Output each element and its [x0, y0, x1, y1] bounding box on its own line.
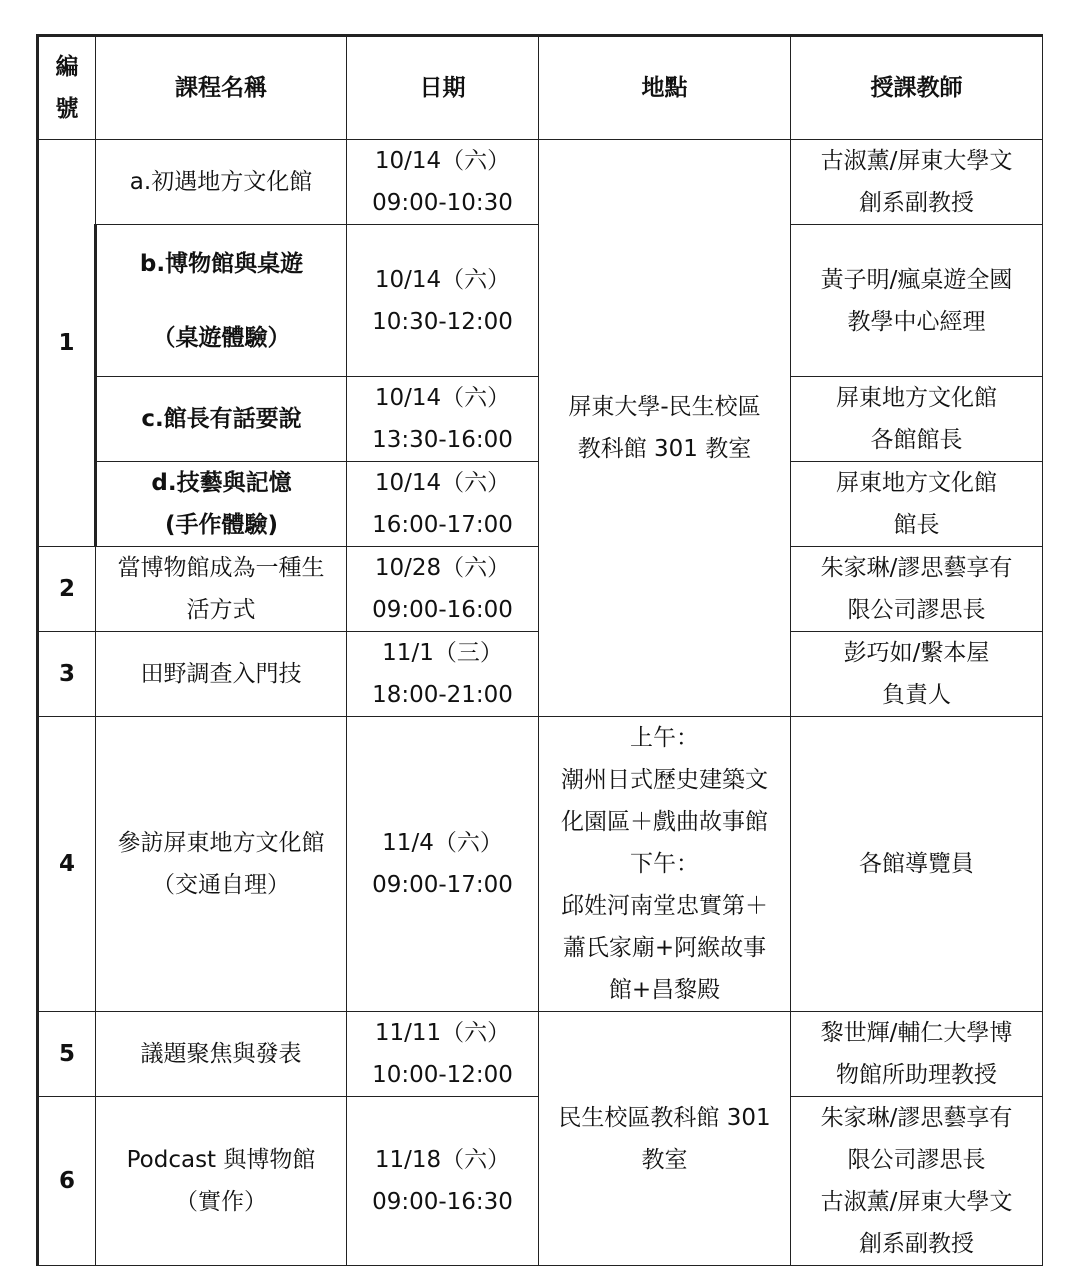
date-cell — [347, 632, 539, 717]
teacher-line: 負責人 — [882, 682, 951, 708]
header-teacher: 授課教師 — [791, 36, 1043, 140]
course-name-cell — [96, 225, 347, 377]
date-line: 10/14（六） — [374, 266, 511, 293]
date-cell — [347, 140, 539, 225]
date-cell — [347, 377, 539, 462]
teacher-line: 古淑薰/屏東大學文 — [820, 1189, 1013, 1215]
teacher-cell — [791, 140, 1043, 225]
teacher-cell — [791, 717, 1043, 1012]
teacher-line: 館長 — [893, 512, 940, 538]
teacher-line: 黃子明/瘋桌遊全國 — [820, 266, 1013, 293]
course-name-cell — [96, 140, 347, 225]
row-number: 3 — [38, 632, 96, 717]
date-cell — [347, 717, 539, 1012]
table-row — [38, 140, 1043, 225]
course-name-line: (手作體驗) — [164, 512, 279, 538]
location-cell-merged-b — [539, 1012, 791, 1266]
teacher-line: 彭巧如/繫本屋 — [843, 640, 990, 666]
row-number: 5 — [38, 1012, 96, 1097]
location-line: 屏東大學-民生校區 — [568, 394, 761, 420]
date-line: 11/11（六） — [374, 1020, 511, 1046]
location-line: 潮州日式歷史建築文 — [561, 767, 768, 793]
location-cell-merged-a — [539, 140, 791, 717]
date-cell — [347, 547, 539, 632]
teacher-cell — [791, 462, 1043, 547]
teacher-line: 朱家琳/謬思藝享有 — [820, 555, 1013, 581]
course-name-cell — [96, 462, 347, 547]
header-number-char-1: 編 — [55, 54, 79, 80]
course-name-cell — [96, 717, 347, 1012]
date-line: 10/28（六） — [374, 555, 511, 581]
teacher-line: 朱家琳/謬思藝享有 — [820, 1105, 1013, 1131]
course-name-line: 田野調查入門技 — [140, 661, 302, 687]
teacher-cell — [791, 1097, 1043, 1266]
header-date: 日期 — [347, 36, 539, 140]
course-name-line: 當博物館成為一種生 — [117, 555, 325, 581]
row-number: 4 — [38, 717, 96, 1012]
teacher-cell — [791, 1012, 1043, 1097]
row-number: 6 — [38, 1097, 96, 1266]
teacher-cell — [791, 377, 1043, 462]
location-line: 上午： — [630, 725, 699, 751]
line-gap — [103, 285, 340, 317]
course-name-cell — [96, 1097, 347, 1266]
teacher-line: 教學中心經理 — [847, 308, 986, 335]
course-name-cell — [96, 547, 347, 632]
course-name-cell — [96, 377, 347, 462]
date-line: 10/14（六） — [374, 148, 511, 174]
course-name-line: 活方式 — [186, 597, 256, 623]
course-name-line: b.博物館與桌遊 — [139, 250, 304, 277]
teacher-cell — [791, 225, 1043, 377]
header-course-name: 課程名稱 — [96, 36, 347, 140]
teacher-cell — [791, 547, 1043, 632]
course-name-line: （實作） — [175, 1189, 267, 1215]
course-name-line: Podcast 與博物館 — [126, 1147, 316, 1173]
row-number: 1 — [38, 140, 96, 547]
date-line: 10/14（六） — [374, 470, 511, 496]
table-row — [38, 717, 1043, 1012]
teacher-line: 創系副教授 — [859, 190, 974, 216]
date-cell — [347, 225, 539, 377]
row-number: 2 — [38, 547, 96, 632]
table-row — [38, 1012, 1043, 1097]
date-line: 11/4（六） — [382, 830, 503, 856]
location-line: 教科館 301 教室 — [577, 436, 752, 462]
date-line: 11/18（六） — [374, 1147, 511, 1173]
teacher-line: 各館導覽員 — [859, 851, 974, 877]
date-line: 11/1（三） — [382, 640, 503, 666]
teacher-line: 限公司謬思長 — [847, 597, 986, 623]
location-cell — [539, 717, 791, 1012]
time-line: 16:00-17:00 — [372, 512, 513, 538]
teacher-line: 古淑薰/屏東大學文 — [820, 148, 1013, 174]
time-line: 18:00-21:00 — [372, 682, 513, 708]
teacher-line: 限公司謬思長 — [847, 1147, 986, 1173]
course-schedule-table — [36, 34, 1043, 1266]
location-line: 下午： — [630, 851, 699, 877]
teacher-line: 屏東地方文化館 — [836, 470, 997, 496]
date-cell — [347, 1097, 539, 1266]
teacher-line: 黎世輝/輔仁大學博 — [820, 1020, 1013, 1046]
header-number — [38, 36, 96, 140]
location-line: 民生校區教科館 301 — [558, 1104, 771, 1131]
course-name-line: a.初遇地方文化館 — [129, 169, 313, 195]
course-name-line: 議題聚焦與發表 — [140, 1041, 302, 1067]
course-name-cell — [96, 632, 347, 717]
location-line: 館+昌黎殿 — [608, 977, 721, 1003]
date-line: 10/14（六） — [374, 385, 511, 411]
course-name-cell — [96, 1012, 347, 1097]
time-line: 10:00-12:00 — [372, 1062, 513, 1088]
location-line: 化園區＋戲曲故事館 — [561, 809, 768, 835]
date-cell — [347, 462, 539, 547]
header-number-char-2: 號 — [55, 96, 79, 122]
course-name-line: d.技藝與記憶 — [151, 470, 292, 496]
course-name-line: 參訪屏東地方文化館 — [117, 830, 325, 856]
time-line: 10:30-12:00 — [372, 308, 513, 335]
teacher-line: 屏東地方文化館 — [836, 385, 997, 411]
time-line: 09:00-16:00 — [372, 597, 513, 623]
location-line: 蕭氏家廟+阿緱故事 — [562, 935, 767, 961]
time-line: 09:00-17:00 — [372, 872, 513, 898]
date-cell — [347, 1012, 539, 1097]
teacher-line: 各館館長 — [870, 427, 963, 453]
course-name-line: c.館長有話要說 — [141, 406, 302, 432]
location-line: 邱姓河南堂忠實第＋ — [561, 893, 768, 919]
header-location: 地點 — [539, 36, 791, 140]
location-line: 教室 — [641, 1146, 688, 1173]
teacher-cell — [791, 632, 1043, 717]
teacher-line: 物館所助理教授 — [836, 1062, 997, 1088]
time-line: 09:00-10:30 — [372, 190, 513, 216]
time-line: 09:00-16:30 — [372, 1189, 513, 1215]
time-line: 13:30-16:00 — [372, 427, 513, 453]
header-row — [38, 36, 1043, 140]
course-name-line: （桌遊體驗） — [152, 324, 291, 351]
course-name-line: （交通自理） — [152, 872, 290, 898]
teacher-line: 創系副教授 — [859, 1231, 974, 1257]
